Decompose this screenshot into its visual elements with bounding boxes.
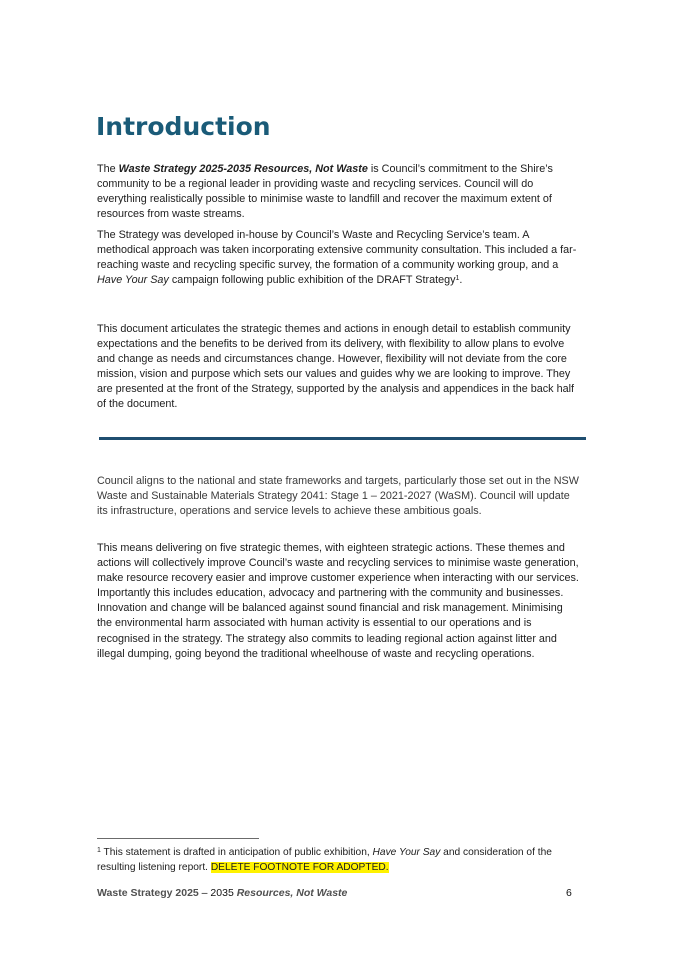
- footer-title-subtitle: Resources, Not Waste: [233, 887, 348, 899]
- alignment-paragraph: Council aligns to the national and state frameworks and targets, particularly those set out in the NSW Waste and Sustainable Materials Strategy 2041: Stage 1 – 2021-2027 (WaSM). Council will update its infrastructure, operations and service levels to achieve these ambitious goals.: [97, 475, 579, 518]
- strategy-title: Waste Strategy 2025-2035 Resources, Not Waste: [118, 163, 368, 175]
- intro-paragraph-1: [97, 162, 579, 222]
- page-number: 6: [566, 887, 572, 899]
- footnote-number: 1: [97, 847, 101, 854]
- footnote-post: and consideration of the resulting listening report.: [97, 847, 552, 873]
- p2-pre: The Strategy was developed in-house by Council’s Waste and Recycling Service’s team. A methodical approach was taken incorporating extensive community consultation. This included a far-reaching waste and recycling specific survey, the formation of a community working group, and a: [97, 229, 577, 272]
- themes-paragraph: This means delivering on five strategic themes, with eighteen strategic actions. These themes and actions will collectively improve Council’s waste and recycling services to minimise waste generation, make resource recovery easier and improve customer experience when interacting with our services. Importantly this includes education, advocacy and partnering with the community and businesses. Innovation and change will be balanced against sound financial and risk management. Minimising the environmental harm associated with human activity is essential to our operations and is recognised in the strategy. The strategy also commits to leading regional action against litter and illegal dumping, going beyond the traditional wheelhouse of waste and recycling operations.: [97, 542, 579, 660]
- p2-end: .: [459, 274, 463, 287]
- footer-title-year: – 2035: [201, 887, 234, 899]
- section-divider: [99, 437, 586, 440]
- footnote-separator: [97, 838, 259, 839]
- footnote-pre: This statement is drafted in anticipation of public exhibition,: [100, 847, 373, 858]
- have-your-say: Have Your Say: [97, 274, 169, 287]
- intro-paragraph-3: This document articulates the strategic themes and actions in enough detail to establish community expectations and the benefits to be derived from its delivery, with flexibility to allow plans to evolve and change as needs and circumstances change. However, flexibility will not deviate from the core mission, vision and purpose which sets our values and guides why we are looking to improve. They are presented at the front of the Strategy, supported by the analysis and appendices in the back half of the document.: [97, 323, 574, 411]
- footnote: [97, 846, 577, 875]
- page-title: Introduction: [96, 112, 271, 141]
- footnote-have-your-say: Have Your Say: [372, 847, 441, 858]
- p1-post: is Council’s commitment to the Shire’s community to be a regional leader in providing waste and recycling services. Council will do everything realistically possible to minimise waste to landfill and recover the maximum extent of resources from waste streams.: [97, 163, 553, 221]
- footer-document-title: [97, 887, 347, 899]
- intro-paragraph-2: [97, 228, 579, 288]
- footer-title-main: Waste Strategy 2025: [97, 887, 202, 899]
- p2-post: campaign following public exhibition of the DRAFT Strategy: [168, 274, 456, 287]
- p1-pre: The: [97, 163, 119, 175]
- footnote-reference[interactable]: 1: [455, 275, 460, 283]
- footnote-highlight-note: DELETE FOOTNOTE FOR ADOPTED.: [210, 861, 389, 873]
